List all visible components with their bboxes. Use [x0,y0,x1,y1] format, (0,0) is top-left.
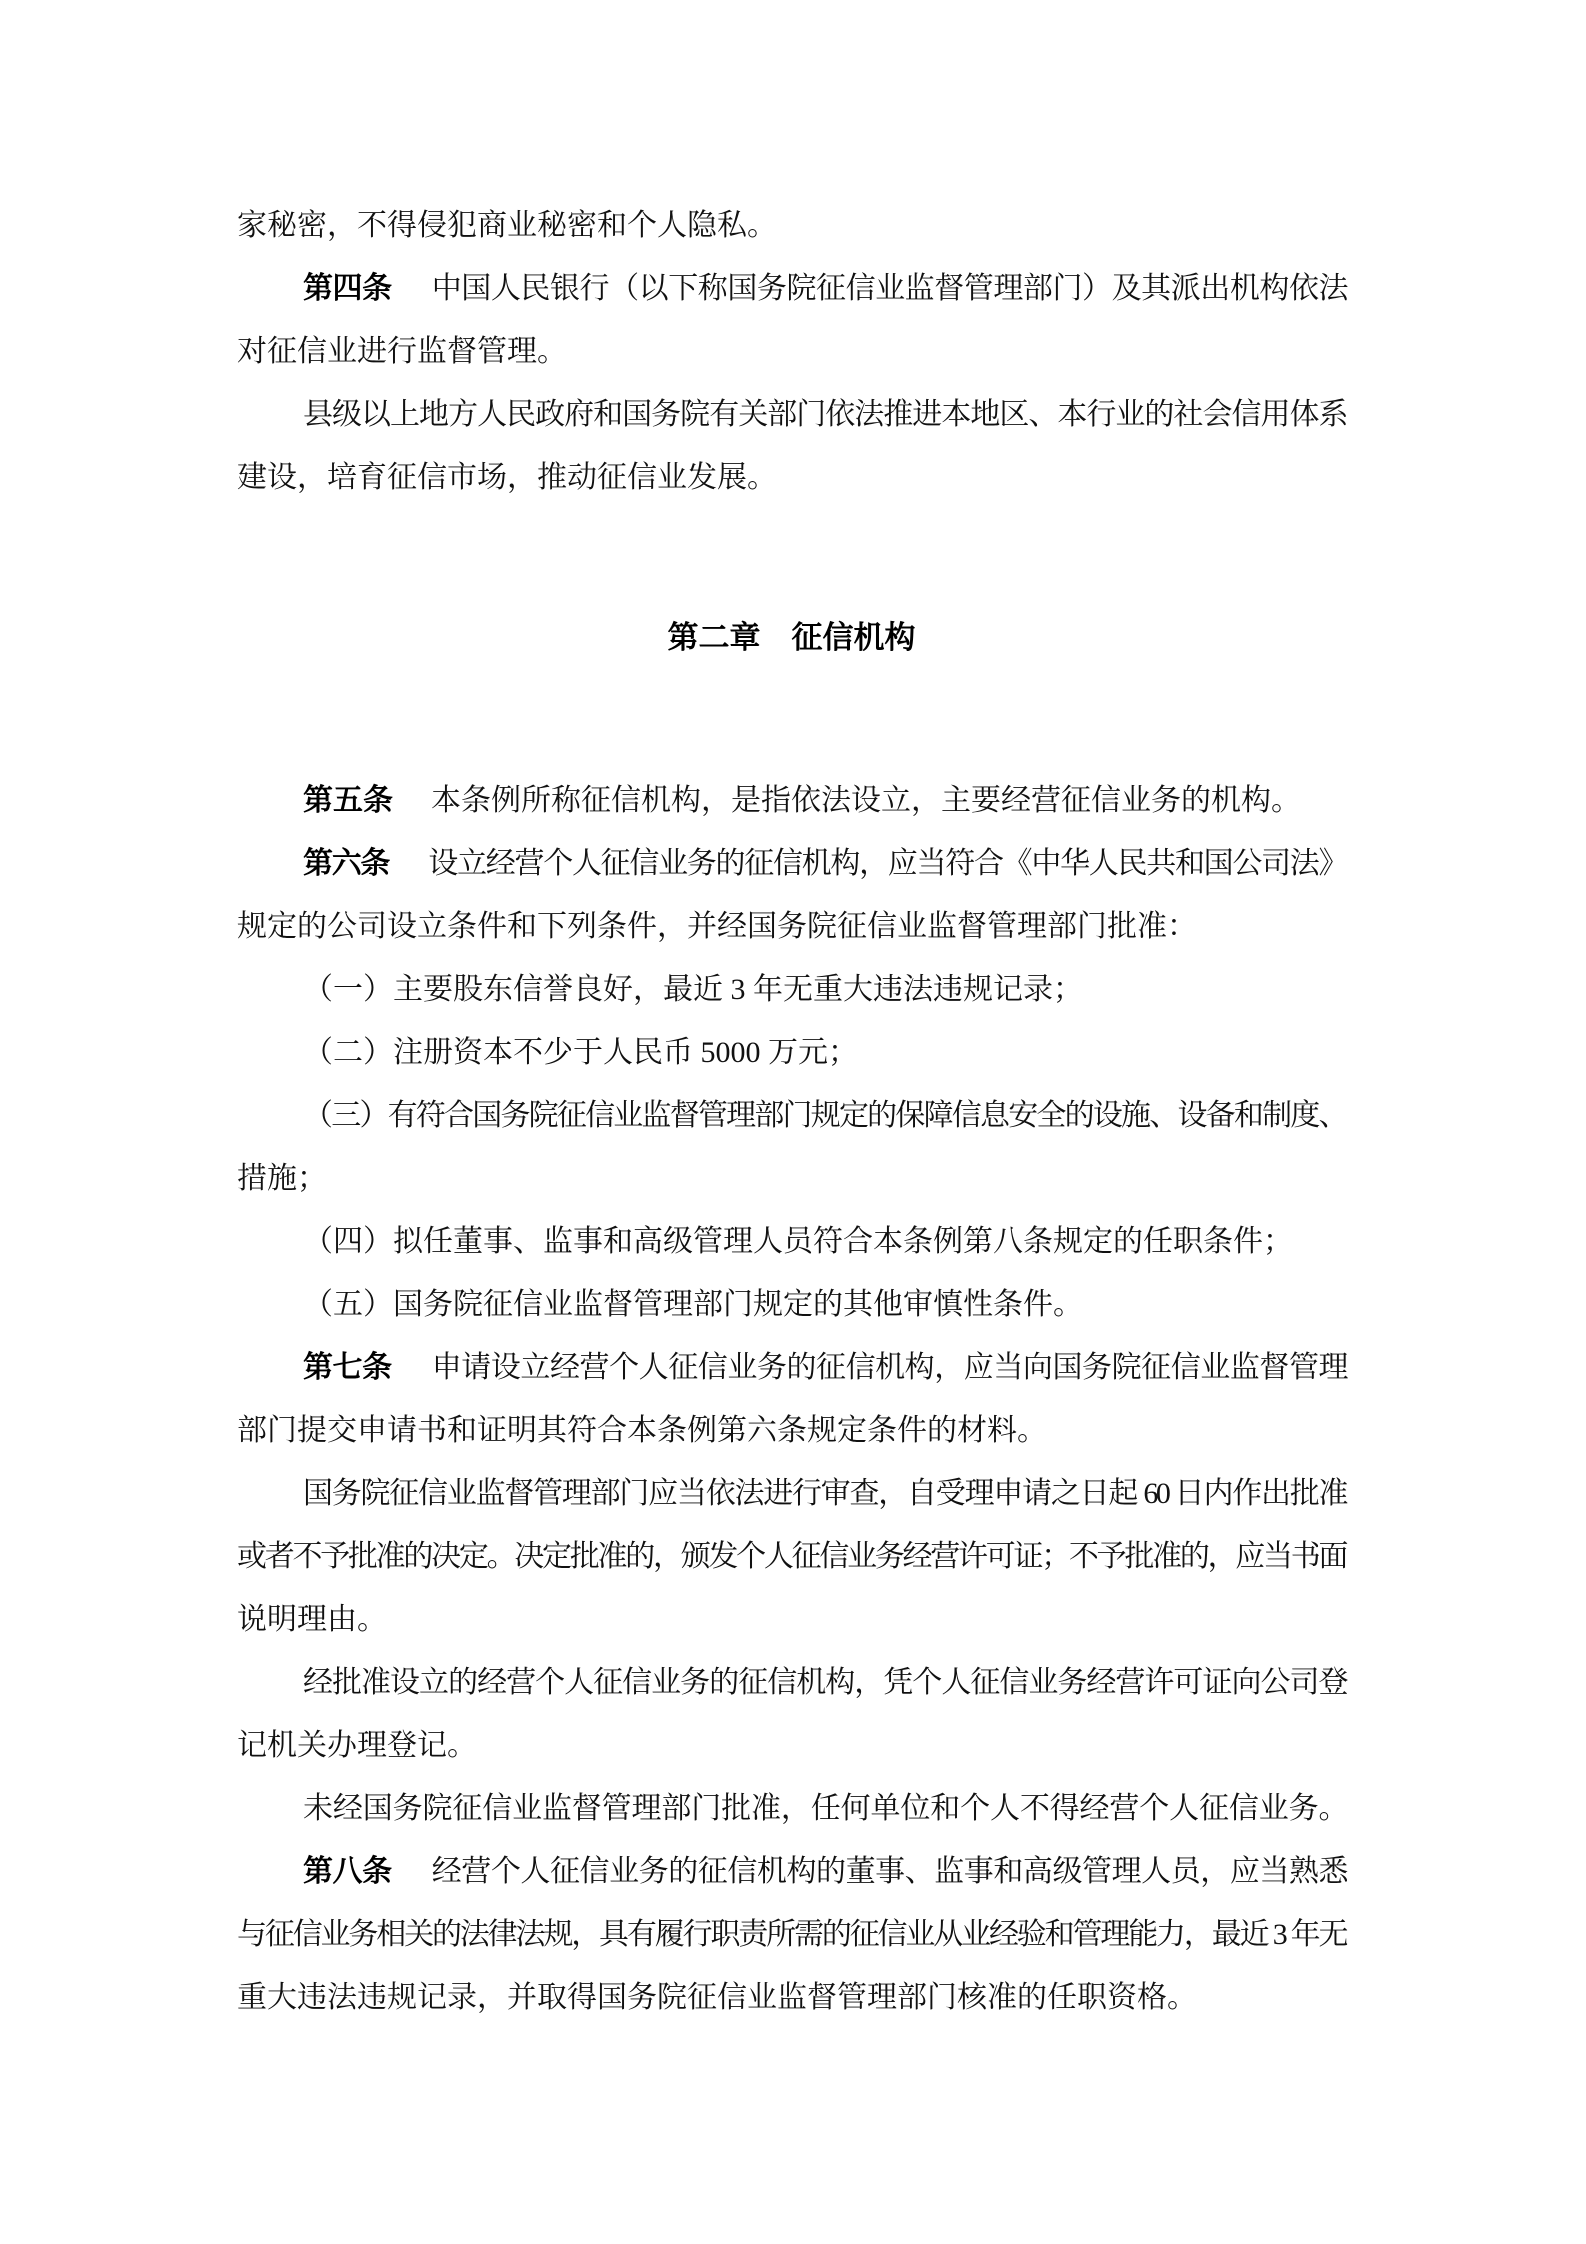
text-line: （二）注册资本不少于人民币 5000 万元； [303,1036,858,1069]
chapter-title: 征信机构 [791,620,916,655]
text-line: （三）有符合国务院征信业监督管理部门规定的保障信息安全的设施、设备和制度、 [303,1099,1346,1132]
text-line: 经批准设立的经营个人征信业务的征信机构，凭个人征信业务经营许可证向公司登 [303,1666,1346,1699]
article-number-label: 第八条 [303,1855,392,1888]
article-line: 第七条 申请设立经营个人征信业务的征信机构，应当向国务院征信业监督管理 [303,1351,1347,1384]
text-line: 县级以上地方人民政府和国务院有关部门依法推进本地区、本行业的社会信用体系 [303,398,1346,431]
text-line: 家秘密，不得侵犯商业秘密和个人隐私。 [237,209,777,242]
text-line: （四）拟任董事、监事和高级管理人员符合本条例第八条规定的任职条件； [303,1225,1293,1258]
text-line: 对征信业进行监督管理。 [237,335,567,368]
text-line: （一）主要股东信誉良好，最近 3 年无重大违法违规记录； [303,973,1083,1006]
article-number-label: 第四条 [303,272,392,305]
article-line: 第八条 经营个人征信业务的征信机构的董事、监事和高级管理人员，应当熟悉 [303,1855,1347,1888]
text-line: 说明理由。 [237,1603,387,1636]
article-line: 第六条 设立经营个人征信业务的征信机构，应当符合《中华人民共和国公司法》 [303,847,1347,880]
text-line: 措施； [237,1162,327,1195]
article-number-label: 第七条 [303,1351,392,1384]
text-line: 国务院征信业监督管理部门应当依法进行审查，自受理申请之日起 60 日内作出批准 [303,1477,1346,1510]
article-line: 第四条 中国人民银行（以下称国务院征信业监督管理部门）及其派出机构依法 [303,272,1347,305]
chapter-number: 第二章 [667,620,761,655]
article-number-label: 第六条 [303,847,390,880]
chapter-heading [237,606,1346,669]
text-line: （五）国务院征信业监督管理部门规定的其他审慎性条件。 [303,1288,1083,1321]
text-line: 或者不予批准的决定。决定批准的，颁发个人征信业务经营许可证；不予批准的，应当书面 [237,1540,1346,1573]
text-line: 部门提交申请书和证明其符合本条例第六条规定条件的材料。 [237,1414,1047,1447]
intro-paragraphs [237,194,1346,509]
article-line: 第五条 本条例所称征信机构，是指依法设立，主要经营征信业务的机构。 [303,784,1301,817]
body-paragraphs [237,769,1346,2029]
text-line: 规定的公司设立条件和下列条件，并经国务院征信业监督管理部门批准： [237,910,1197,943]
text-line: 记机关办理登记。 [237,1729,477,1762]
document-content [237,194,1346,2029]
article-number-label: 第五条 [303,784,393,817]
text-line: 未经国务院征信业监督管理部门批准，任何单位和个人不得经营个人征信业务。 [303,1792,1346,1825]
text-line: 与征信业务相关的法律法规，具有履行职责所需的征信业从业经验和管理能力，最近 3 年无 [237,1918,1346,1951]
text-line: 重大违法违规记录，并取得国务院征信业监督管理部门核准的任职资格。 [237,1981,1197,2014]
text-line: 建设，培育征信市场，推动征信业发展。 [237,461,777,494]
